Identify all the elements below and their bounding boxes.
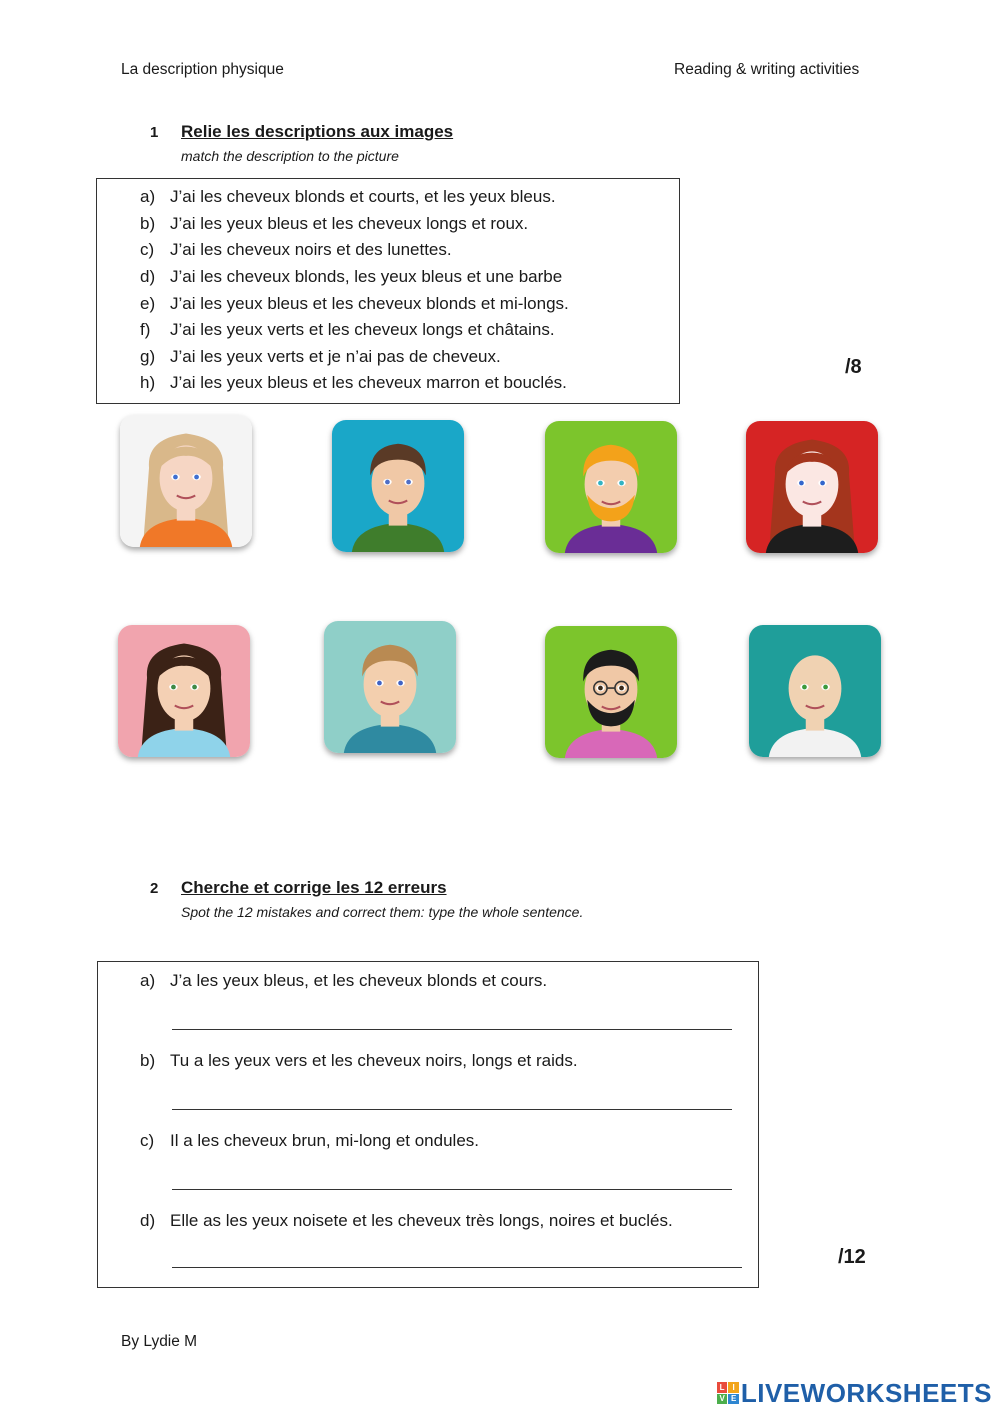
section1-item: h) J’ai les yeux bleus et les cheveux marron et bouclés. [140, 373, 567, 392]
section1-item: e) J’ai les yeux bleus et les cheveux blonds et mi-longs. [140, 294, 569, 313]
avatar-blond-bearded-man[interactable] [545, 421, 677, 553]
logo-text: LIVEWORKSHEETS [740, 1377, 992, 1408]
section2-item: b) Tu a les yeux vers et les cheveux noirs, longs et raids. [140, 1051, 578, 1070]
avatar-glasses-man[interactable] [545, 626, 677, 758]
answer-line-a[interactable] [172, 1029, 732, 1030]
section1-item: b) J’ai les yeux bleus et les cheveux longs et roux. [140, 214, 529, 233]
answer-line-b[interactable] [172, 1109, 732, 1110]
avatar-brown-curly-man[interactable] [332, 420, 464, 552]
section1-title: Relie les descriptions aux images [181, 122, 454, 141]
header-left: La description physique [121, 61, 284, 78]
section2-item: c) Il a les cheveux brun, mi-long et ondules. [140, 1131, 480, 1150]
header-right: Reading & writing activities [674, 61, 860, 78]
footer-author: By Lydie M [121, 1333, 198, 1350]
avatar-short-blond-boy[interactable] [324, 621, 456, 753]
section1-item: c) J’ai les cheveux noirs et des lunettes. [140, 240, 452, 259]
section1-subtitle: match the description to the picture [181, 148, 399, 164]
section1-score: /8 [845, 356, 862, 378]
avatar-brunette-woman[interactable] [118, 625, 250, 757]
avatar-bald-man[interactable] [749, 625, 881, 757]
answer-line-d[interactable] [172, 1267, 742, 1268]
section1-number: 1 [150, 124, 159, 141]
avatar-blonde-woman[interactable] [120, 415, 252, 547]
section1-item: d) J’ai les cheveux blonds, les yeux bleus et une barbe [140, 267, 563, 286]
section2-title: Cherche et corrige les 12 erreurs [181, 878, 447, 897]
section1-item: a) J’ai les cheveux blonds et courts, et les yeux bleus. [140, 187, 556, 206]
section2-number: 2 [150, 880, 159, 897]
liveworksheets-logo[interactable] [717, 1378, 992, 1408]
section2-subtitle: Spot the 12 mistakes and correct them: type the whole sentence. [181, 904, 584, 920]
logo-mark-icon: L I V E [717, 1382, 739, 1404]
section2-item: a) J’a les yeux bleus, et les cheveux blonds et cours. [140, 971, 548, 990]
section1-item: g) J’ai les yeux verts et je n’ai pas de cheveux. [140, 347, 501, 366]
section2-score: /12 [838, 1246, 866, 1268]
answer-line-c[interactable] [172, 1189, 732, 1190]
section1-box [96, 178, 680, 404]
avatar-redhead-woman[interactable] [746, 421, 878, 553]
section2-item: d) Elle as les yeux noisete et les cheveux très longs, noires et buclés. [140, 1211, 673, 1230]
section2-box [97, 961, 759, 1288]
section1-item: f) J’ai les yeux verts et les cheveux longs et châtains. [140, 320, 555, 339]
